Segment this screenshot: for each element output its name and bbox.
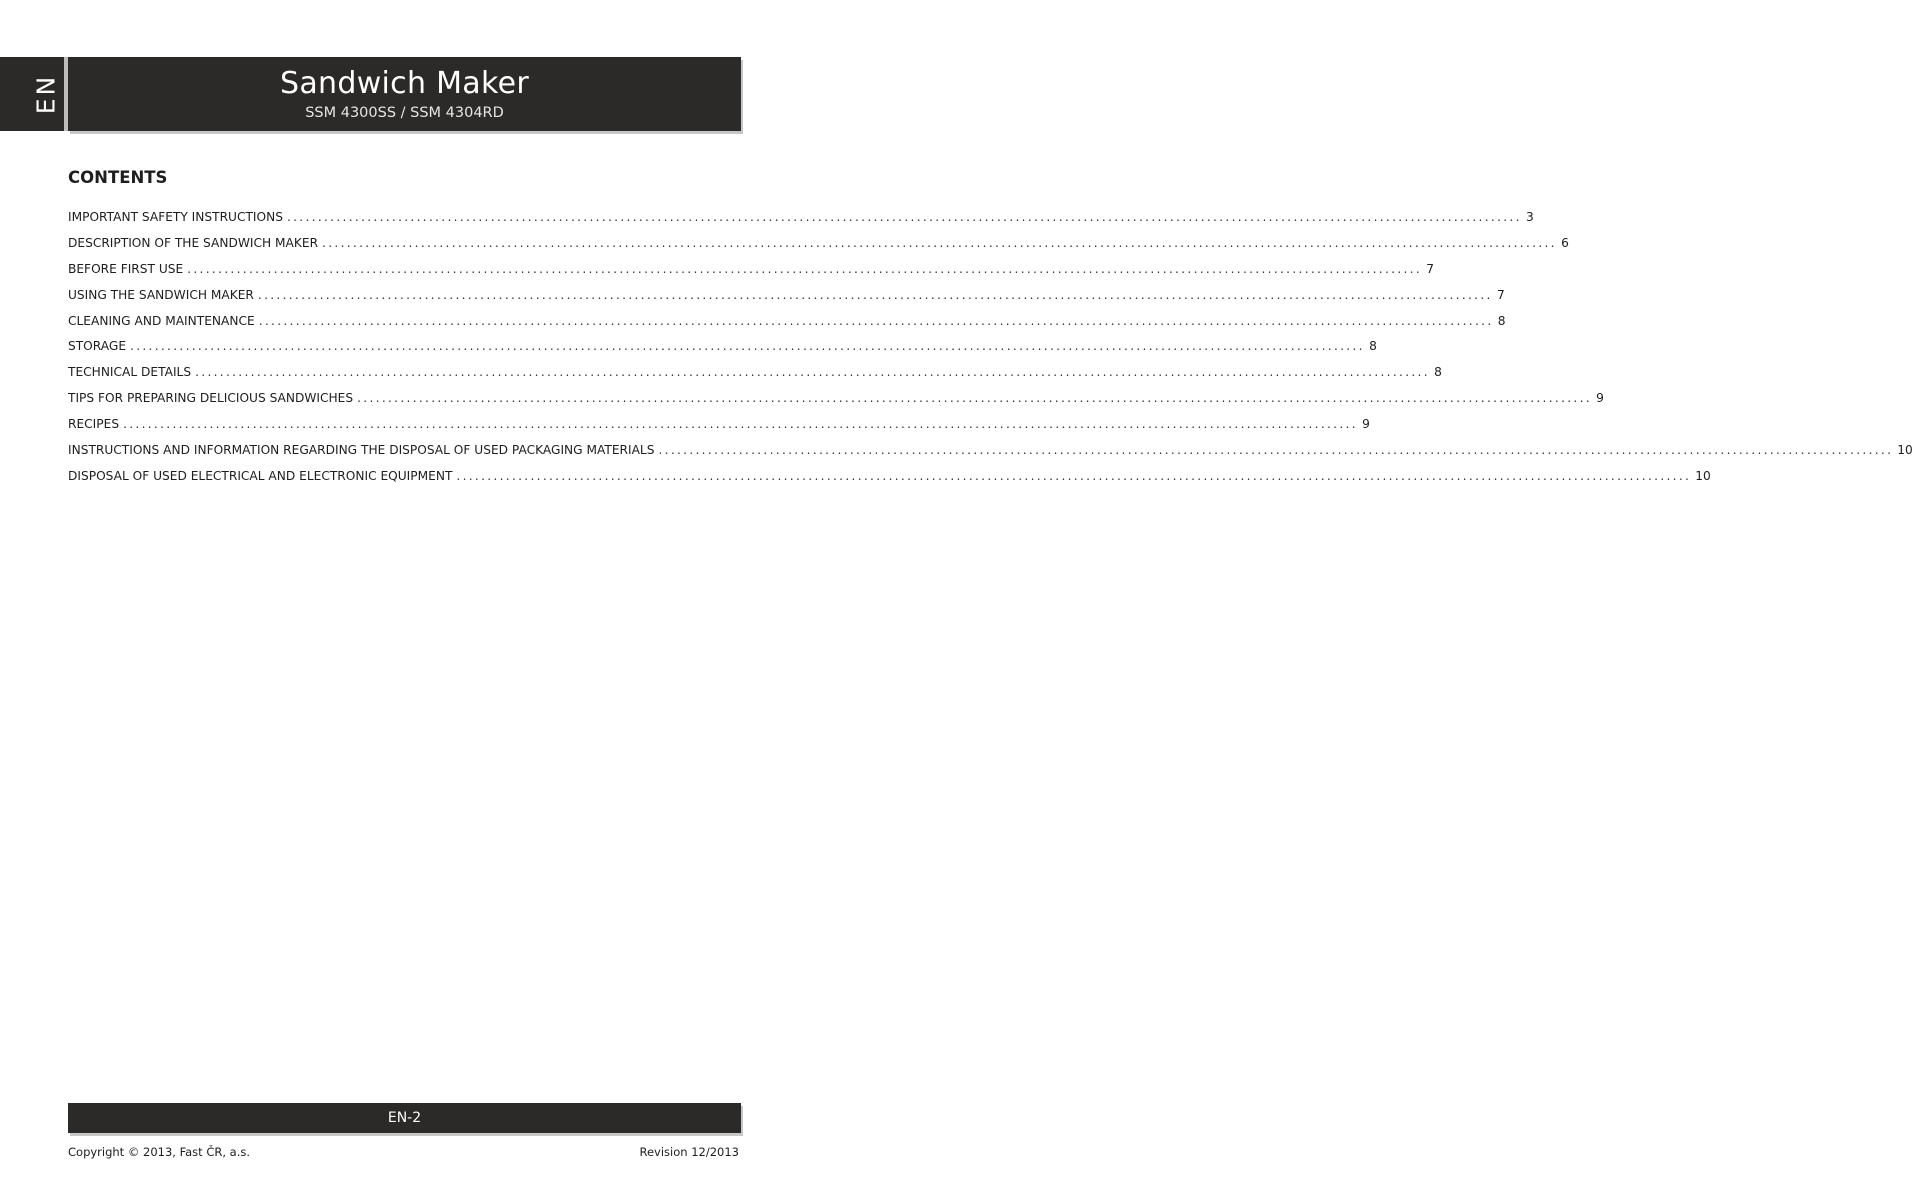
toc-entry[interactable]	[68, 442, 1913, 468]
table-of-contents	[68, 209, 1913, 494]
toc-leader-dots: ........................................................................................................................................................................................................	[322, 235, 1557, 250]
toc-leader-dots: ........................................................................................................................................................................................................	[357, 391, 1592, 406]
toc-page-number: 3	[1526, 210, 1534, 224]
toc-leader-dots: ........................................................................................................................................................................................................	[123, 417, 1358, 432]
toc-leader-dots: ........................................................................................................................................................................................................	[258, 313, 1494, 328]
toc-entry[interactable]	[68, 209, 1534, 235]
toc-entry-label: TIPS FOR PREPARING DELICIOUS SANDWICHES	[68, 391, 354, 406]
toc-entry[interactable]	[68, 235, 1569, 261]
toc-entry-label: DISPOSAL OF USED ELECTRICAL AND ELECTRONIC EQUIPMENT	[68, 468, 453, 483]
toc-entry-label: IMPORTANT SAFETY INSTRUCTIONS	[68, 210, 283, 224]
revision-label: Revision 12/2013	[639, 1145, 739, 1159]
toc-entry-label: INSTRUCTIONS AND INFORMATION REGARDING THE DISPOSAL OF USED PACKAGING MATERIALS	[68, 443, 655, 458]
language-label: EN	[31, 73, 61, 115]
toc-page-number: 8	[1497, 313, 1506, 328]
model-numbers: SSM 4300SS / SSM 4304RD	[305, 105, 504, 121]
toc-entry-label: CLEANING AND MAINTENANCE	[68, 313, 255, 328]
copyright-notice: Copyright © 2013, Fast ČR, a.s.	[68, 1145, 251, 1159]
page-number-bar	[68, 1103, 741, 1133]
toc-leader-dots: ........................................................................................................................................................................................................	[658, 443, 1894, 458]
toc-entry-label: STORAGE	[68, 339, 127, 354]
toc-page-number: 10	[1695, 468, 1711, 483]
toc-entry-label: DESCRIPTION OF THE SANDWICH MAKER	[68, 235, 319, 250]
toc-leader-dots: ........................................................................................................................................................................................................	[130, 339, 1365, 354]
toc-entry[interactable]	[68, 338, 1377, 364]
toc-entry[interactable]	[68, 313, 1506, 339]
toc-page-number: 8	[1369, 339, 1377, 354]
title-banner	[68, 57, 741, 131]
toc-entry[interactable]	[68, 416, 1370, 442]
toc-page-number: 6	[1561, 235, 1569, 250]
toc-leader-dots: ........................................................................................................................................................................................................	[187, 261, 1423, 276]
contents-heading: CONTENTS	[68, 168, 168, 187]
toc-leader-dots: ........................................................................................................................................................................................................	[456, 468, 1692, 483]
toc-page-number: 7	[1426, 261, 1435, 276]
toc-entry[interactable]	[68, 261, 1435, 287]
toc-page-number: 10	[1897, 443, 1913, 458]
toc-entry[interactable]	[68, 390, 1604, 416]
toc-entry[interactable]	[68, 287, 1505, 313]
toc-entry-label: BEFORE FIRST USE	[68, 261, 184, 276]
toc-leader-dots: ........................................................................................................................................................................................................	[286, 210, 1522, 224]
toc-entry-label: RECIPES	[68, 417, 120, 432]
toc-entry-label: TECHNICAL DETAILS	[68, 365, 192, 380]
toc-leader-dots: ........................................................................................................................................................................................................	[195, 365, 1430, 380]
page-title: Sandwich Maker	[280, 66, 529, 101]
toc-leader-dots: ........................................................................................................................................................................................................	[257, 287, 1493, 302]
page-number: EN-2	[387, 1110, 422, 1126]
toc-page-number: 7	[1496, 287, 1505, 302]
toc-page-number: 9	[1362, 417, 1370, 432]
toc-page-number: 9	[1596, 391, 1604, 406]
toc-entry[interactable]	[68, 364, 1442, 390]
toc-entry-label: USING THE SANDWICH MAKER	[68, 287, 254, 302]
toc-page-number: 8	[1434, 365, 1442, 380]
toc-entry[interactable]	[68, 468, 1711, 494]
